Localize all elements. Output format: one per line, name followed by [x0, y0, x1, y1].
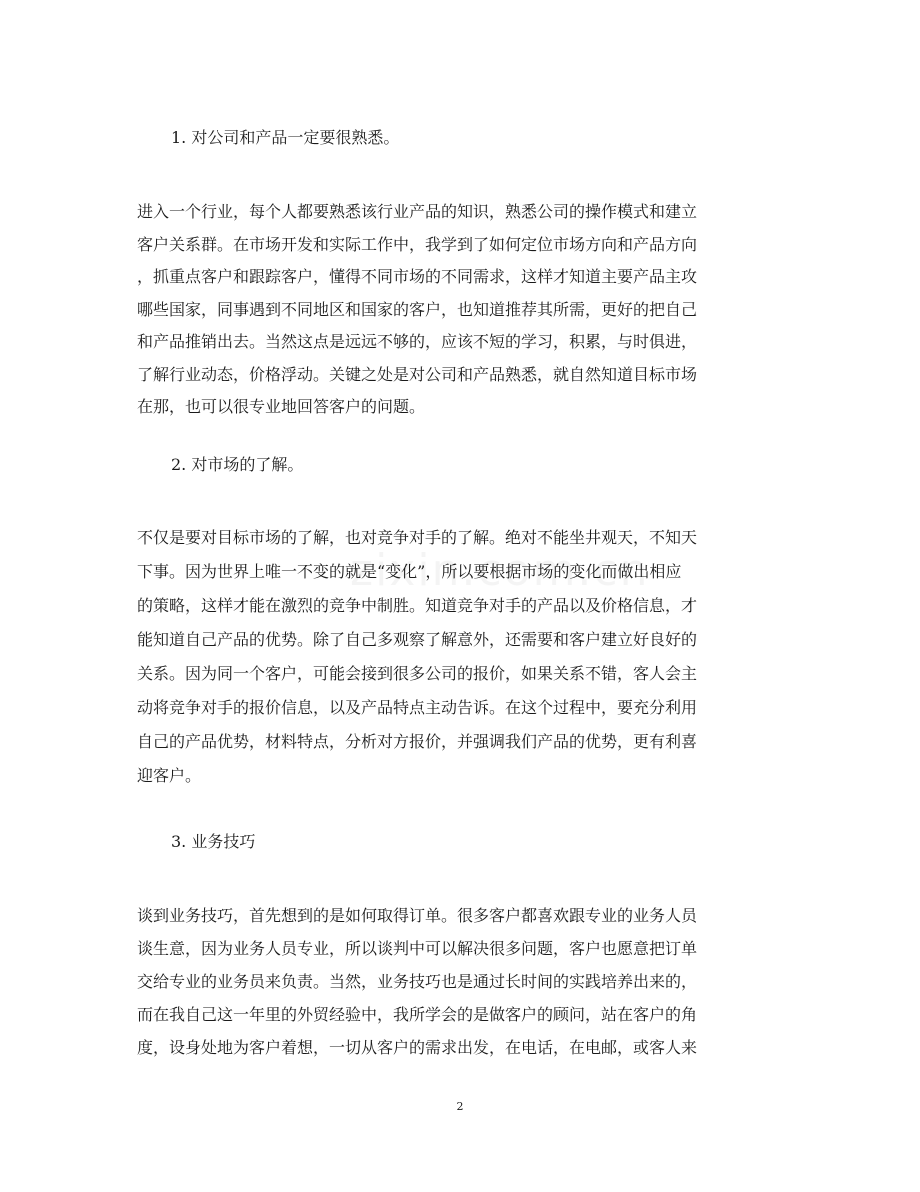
page-number: 2 — [456, 1100, 464, 1113]
paragraph-line: 迎客户。 — [137, 766, 202, 785]
paragraph-line: 能知道自己产品的优势。除了自己多观察了解意外，还需要和客户建立好良好的 — [137, 630, 698, 649]
paragraph-line: 客户关系群。在市场开发和实际工作中，我学到了如何定位市场方向和产品方向 — [137, 234, 698, 254]
paragraph-line: 而在我自己这一年里的外贸经验中，我所学会的是做客户的顾问，站在客户的角 — [137, 1005, 698, 1024]
paragraph-line: 谈生意，因为业务人员专业，所以谈判中可以解决很多问题，客户也愿意把订单 — [137, 939, 698, 958]
paragraph-line: 不仅是要对目标市场的了解，也对竞争对手的了解。绝对不能坐井观天，不知天 — [137, 528, 698, 547]
paragraph-line: 交给专业的业务员来负责。当然，业务技巧也是通过长时间的实践培养出来的， — [137, 972, 698, 991]
section-heading-3: 3. 业务技巧 — [171, 832, 256, 851]
paragraph-line: 动将竞争对手的报价信息，以及产品特点主动告诉。在这个过程中，要充分利用 — [137, 698, 698, 717]
paragraph-line: 谈到业务技巧，首先想到的是如何取得订单。很多客户都喜欢跟专业的业务人员 — [137, 906, 698, 925]
section-paragraph-3 — [137, 906, 777, 1071]
paragraph-line: 了解行业动态，价格浮动。关键之处是对公司和产品熟悉，就自然知道目标市场 — [137, 364, 698, 384]
section-paragraph-1 — [137, 202, 777, 430]
section-paragraph-2 — [137, 528, 777, 800]
paragraph-line: 度，设身处地为客户着想，一切从客户的需求出发，在电话，在电邮，或客人来 — [137, 1038, 698, 1057]
section-heading-2: 2. 对市场的了解。 — [171, 455, 304, 474]
section-heading-1: 1. 对公司和产品一定要很熟悉。 — [171, 128, 400, 147]
paragraph-line: 自己的产品优势，材料特点，分析对方报价，并强调我们产品的优势，更有利喜 — [137, 732, 698, 751]
paragraph-line: 的策略，这样才能在激烈的竞争中制胜。知道竞争对手的产品以及价格信息，才 — [137, 596, 698, 615]
paragraph-line: 和产品推销出去。当然这点是远远不够的，应该不短的学习，积累，与时俱进， — [137, 332, 698, 351]
paragraph-line: ，抓重点客户和跟踪客户，懂得不同市场的不同需求，这样才知道主要产品主攻 — [137, 267, 698, 286]
paragraph-line: 进入一个行业，每个人都要熟悉该行业产品的知识，熟悉公司的操作模式和建立 — [137, 202, 698, 221]
paragraph-line: 下事。因为世界上唯一不变的就是“变化”，所以要根据市场的变化而做出相应 — [137, 562, 682, 581]
paragraph-line: 关系。因为同一个客户，可能会接到很多公司的报价，如果关系不错，客人会主 — [137, 664, 698, 683]
paragraph-line: 在那，也可以很专业地回答客户的问题。 — [137, 397, 426, 416]
paragraph-line: 哪些国家，同事遇到不同地区和国家的客户，也知道推荐其所需，更好的把自己 — [137, 299, 698, 319]
